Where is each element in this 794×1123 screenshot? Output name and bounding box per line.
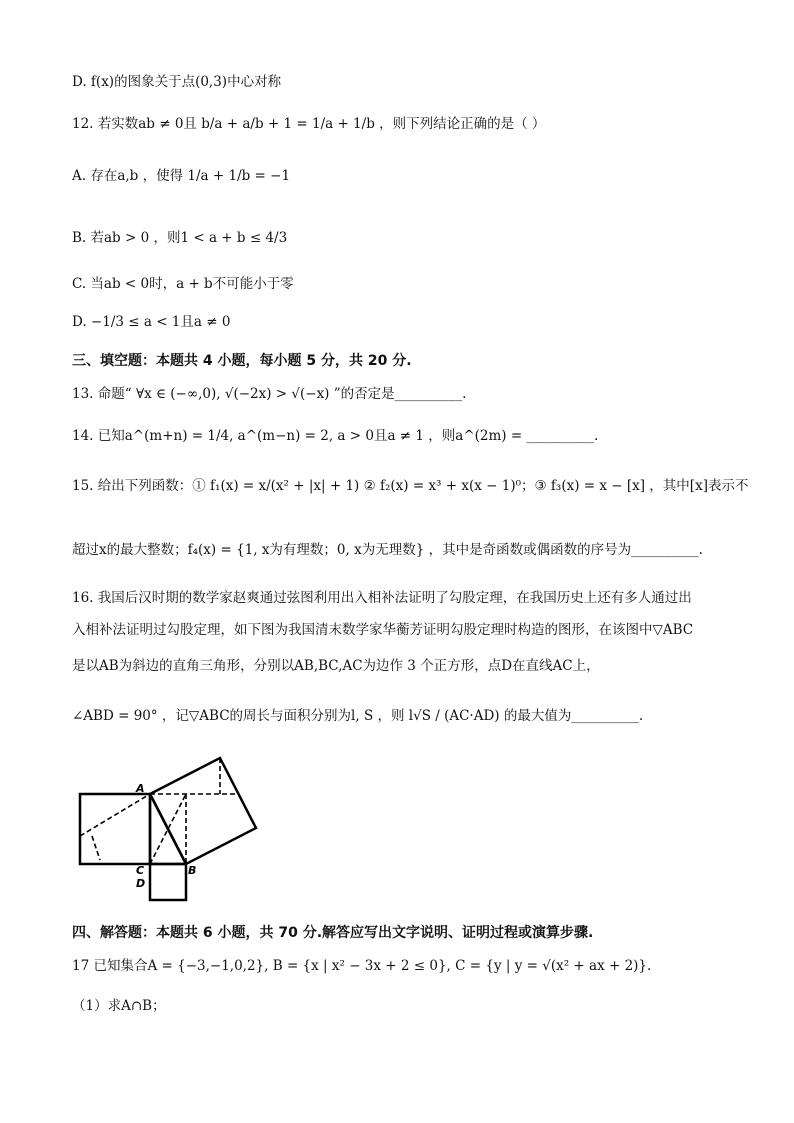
question-16-line2: 入相补法证明过勾股定理，如下图为我国清末数学家华蘅芳证明勾股定理时构造的图形，在该图中▽ABC bbox=[72, 622, 694, 638]
option-c-q12: C. 当ab < 0时，a + b不可能小于零 bbox=[72, 276, 294, 292]
question-15-cont: 超过x的最大整数；f₄(x) = {1, x为有理数；0, x为无理数} ，其中是奇函数或偶函数的序号为__________. bbox=[72, 542, 703, 558]
label-d: D bbox=[136, 877, 146, 890]
option-d-q11: D. f(x)的图象关于点(0,3)中心对称 bbox=[72, 74, 282, 90]
question-15: 15. 给出下列函数：① f₁(x) = x/(x² + |x| + 1) ② f₂(x) = x³ + x(x − 1)⁰；③ f₃(x) = x − [x] ，其中[x]表示不 bbox=[72, 478, 749, 494]
question-16-line3: 是以AB为斜边的直角三角形，分别以AB,BC,AC为边作 3 个正方形，点D在直线AC上， bbox=[72, 658, 600, 674]
option-a-q12: A. 存在a,b ，使得 1/a + 1/b = −1 bbox=[72, 168, 291, 184]
question-17: 17 已知集合A = {−3,−1,0,2}, B = {x | x² − 3x + 2 ≤ 0}, C = {y | y = √(x² + ax + 2)}. bbox=[72, 958, 652, 974]
question-12: 12. 若实数ab ≠ 0且 b/a + a/b + 1 = 1/a + 1/b ，则下列结论正确的是（ ） bbox=[72, 116, 546, 132]
pythagorean-figure bbox=[74, 752, 264, 902]
question-16: 16. 我国后汉时期的数学家赵爽通过弦图利用出入相补法证明了勾股定理，在我国历史上还有多人通过出 bbox=[72, 590, 692, 606]
label-b: B bbox=[188, 864, 197, 877]
label-c: C bbox=[136, 864, 145, 877]
section-fill-in: 三、填空题：本题共 4 小题，每小题 5 分，共 20 分. bbox=[72, 353, 412, 369]
question-17-part1: （1）求A∩B； bbox=[72, 998, 166, 1014]
question-13: 13. 命题“ ∀x ∈ (−∞,0), √(−2x) > √(−x) ”的否定是__________. bbox=[72, 386, 467, 402]
option-d-q12: D. −1/3 ≤ a < 1且a ≠ 0 bbox=[72, 314, 231, 330]
question-14: 14. 已知a^(m+n) = 1/4, a^(m−n) = 2, a > 0且a ≠ 1 ，则a^(2m) = __________. bbox=[72, 428, 599, 444]
option-b-q12: B. 若ab > 0 ，则1 < a + b ≤ 4/3 bbox=[72, 230, 288, 246]
question-16-line4: ∠ABD = 90° ，记▽ABC的周长与面积分别为l, S ，则 l√S / (AC·AD) 的最大值为__________. bbox=[72, 708, 644, 724]
section-answer: 四、解答题：本题共 6 小题，共 70 分.解答应写出文字说明、证明过程或演算步骤. bbox=[72, 925, 594, 941]
label-a: A bbox=[136, 782, 145, 795]
